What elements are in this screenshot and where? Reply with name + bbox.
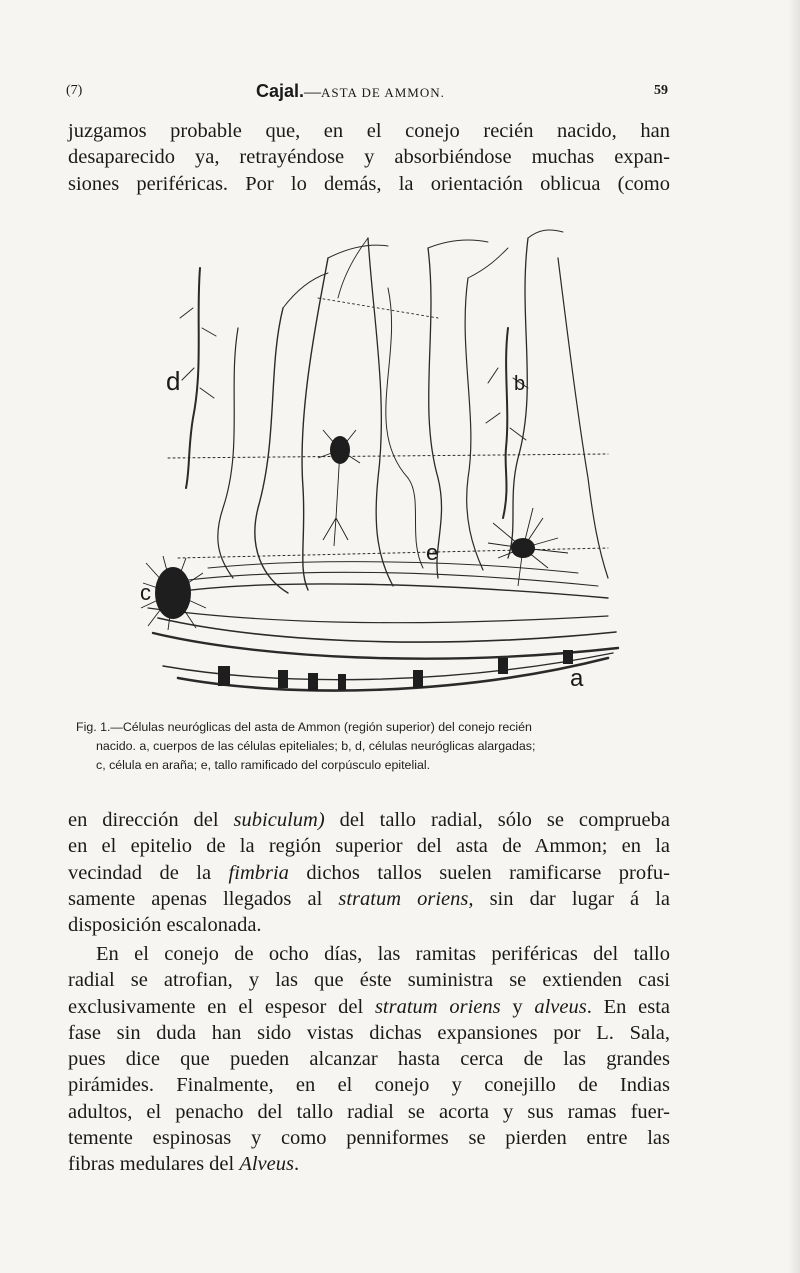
header-title xyxy=(256,80,445,104)
paragraph-line xyxy=(68,860,670,886)
text-run: . xyxy=(294,1153,300,1176)
header-section-marker: (7) xyxy=(66,83,83,98)
paragraph-continued xyxy=(68,118,670,197)
caption-line: Fig. 1.—Células neuróglicas del asta de Ammon (región superior) del conejo recién xyxy=(76,720,532,734)
paragraph-line: fase sin duda han sido vistas dichas expansiones por L. Sala, xyxy=(68,1021,670,1044)
italic-term-subiculum: subiculum) xyxy=(233,809,325,831)
running-header xyxy=(66,80,668,102)
italic-term-fimbria: fimbria xyxy=(228,861,289,884)
paragraph-line xyxy=(68,886,670,912)
figure-label-c: c xyxy=(140,580,151,605)
paragraph-line xyxy=(68,1151,670,1177)
header-separator: — xyxy=(304,82,322,101)
figure-label-b: b xyxy=(514,373,526,395)
paragraph-line: pirámides. Finalmente, en el conejo y conejillo de Indias xyxy=(68,1074,670,1097)
text-run: del tallo radial, sólo se comprueba xyxy=(324,809,670,831)
text-run: fibras medulares del xyxy=(68,1153,240,1176)
paragraph-line: En el conejo de ocho días, las ramitas periféricas del tallo xyxy=(96,943,670,965)
paragraph-line xyxy=(68,807,670,833)
paragraph-line: desaparecido ya, retrayéndose y absorbiéndose muchas expan- xyxy=(68,146,670,169)
figure-caption xyxy=(76,718,670,775)
italic-term-alveus: alveus xyxy=(534,995,587,1018)
caption-line: nacido. a, cuerpos de las células epiteliales; b, d, células neuróglicas alargadas; xyxy=(96,739,536,753)
header-author: Cajal. xyxy=(256,81,305,101)
text-run: exclusivamente en el espesor del xyxy=(68,995,375,1018)
paragraph-line: en el epitelio de la región superior del asta de Ammon; en la xyxy=(68,835,670,858)
page-number: 59 xyxy=(654,83,668,98)
text-run: . En esta xyxy=(586,995,670,1018)
paragraph-subiculum xyxy=(68,807,670,938)
text-run: dichos tallos suelen ramificarse profu- xyxy=(288,861,670,884)
paragraph-line: temente espinosas y como penniformes se pierden entre las xyxy=(68,1127,670,1150)
paragraph-line: adultos, el penacho del tallo radial se acorta y sus ramas fuer- xyxy=(68,1100,670,1123)
figure-label-d: d xyxy=(166,366,181,396)
paragraph-line xyxy=(68,994,670,1020)
italic-term-alveus: Alveus xyxy=(239,1153,294,1176)
text-run: samente apenas llegados al xyxy=(68,887,339,910)
paragraph-line: radial se atrofian, y las que éste suministra se extienden casi xyxy=(68,969,670,992)
text-run: en dirección del xyxy=(68,809,234,831)
page-edge-shadow xyxy=(788,0,800,1273)
italic-term-stratum-oriens: stratum oriens xyxy=(374,995,501,1018)
figure-label-e: e xyxy=(426,540,439,565)
caption-line: c, célula en araña; e, tallo ramificado del corpúsculo epitelial. xyxy=(96,758,431,772)
text-run: vecindad de la xyxy=(68,861,229,884)
figure-neuroglia-illustration xyxy=(138,218,648,703)
italic-term-stratum-oriens: stratum oriens, xyxy=(338,887,474,910)
paragraph-line: siones periféricas. Por lo demás, la orientación oblicua (como xyxy=(68,172,670,195)
paragraph-ocho-dias xyxy=(68,941,670,1178)
text-run: sin dar lugar á la xyxy=(473,887,670,910)
figure-label-a: a xyxy=(570,665,584,692)
paragraph-line: juzgamos probable que, en el conejo recién nacido, han xyxy=(68,120,670,142)
paragraph-line: disposición escalonada. xyxy=(68,914,262,937)
paragraph-line: pues dice que pueden alcanzar hasta cerca de las grandes xyxy=(68,1048,670,1071)
header-running-title: ASTA DE AMMON. xyxy=(321,85,445,100)
text-run: y xyxy=(500,995,535,1018)
